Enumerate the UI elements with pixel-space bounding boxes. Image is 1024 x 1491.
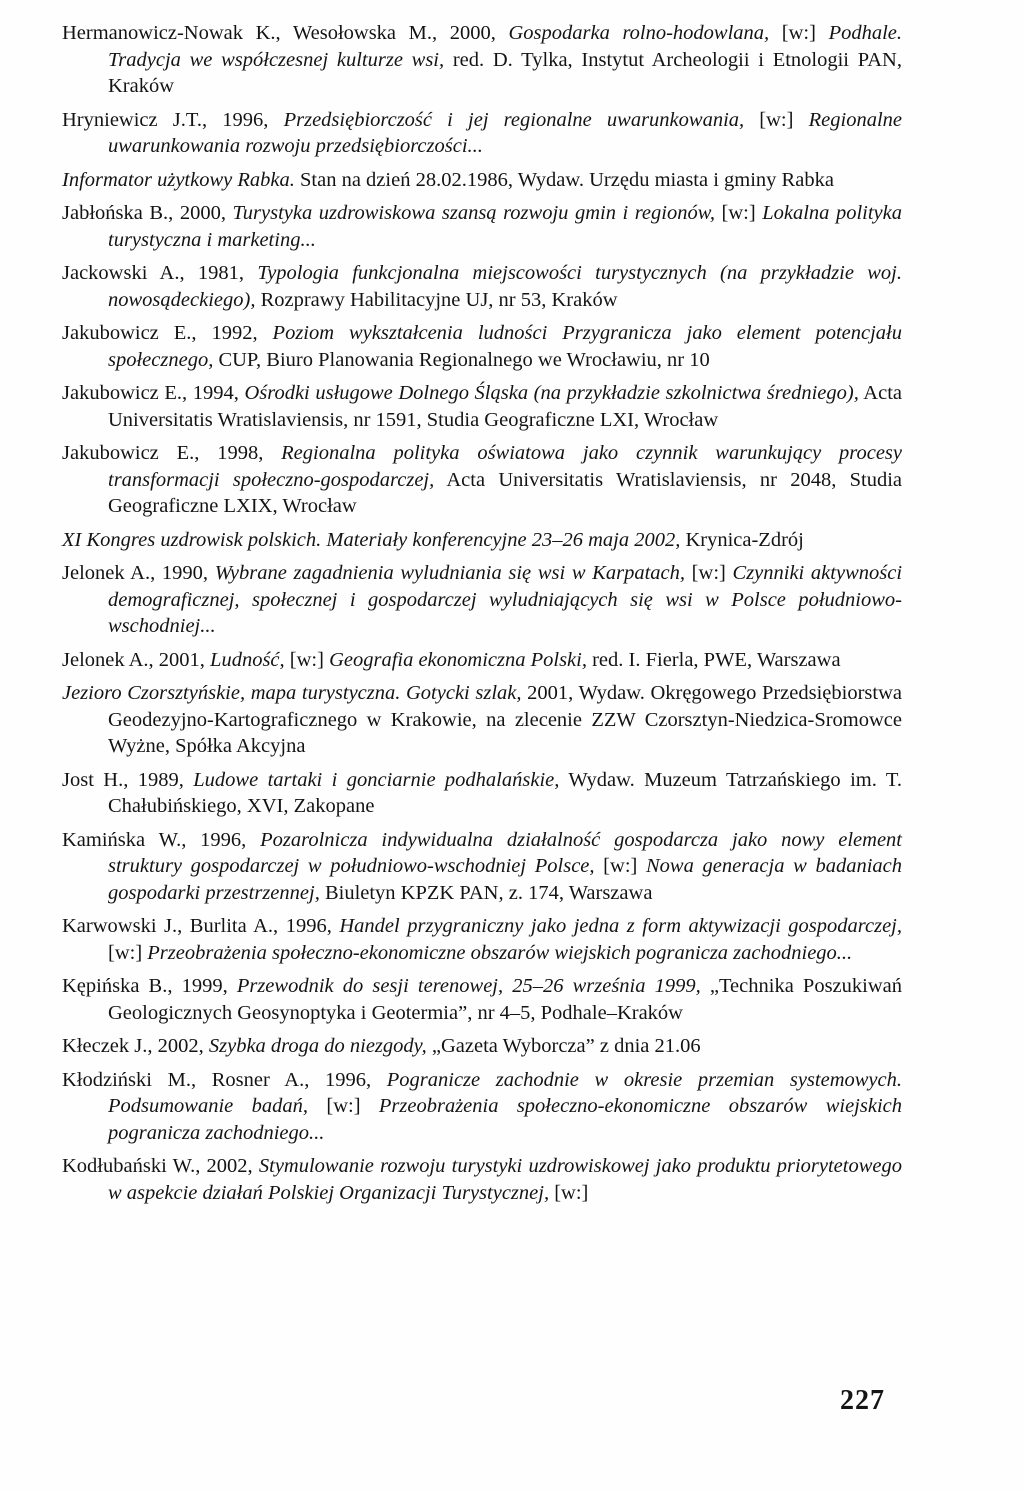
entry-text: Karwowski J., Burlita A., 1996, xyxy=(62,915,340,937)
bibliography-entry xyxy=(62,913,902,966)
entry-text: Kłeczek J., 2002, xyxy=(62,1035,209,1057)
entry-text: Rozprawy Habilitacyjne UJ, nr 53, Kraków xyxy=(255,288,618,311)
entry-title-italic: Gospodarka rolno-hodowlana, xyxy=(508,22,770,44)
entry-text: Kodłubański W., 2002, xyxy=(62,1155,259,1177)
entry-text: [w:] xyxy=(744,108,809,131)
bibliography-list xyxy=(62,20,902,1213)
entry-title-italic: Ludowe tartaki i gonciarnie podhalańskie, xyxy=(193,768,560,791)
entry-title-italic: Przeobrażenia społeczno-ekonomiczne obszarów wiejskich pogranicza zachodniego... xyxy=(108,1095,902,1144)
page-number: 227 xyxy=(840,1385,885,1416)
entry-text: Jabłońska B., 2000, xyxy=(62,202,233,224)
entry-text: [w:] xyxy=(308,1095,379,1117)
entry-text: [w:] xyxy=(769,22,829,44)
bibliography-entry xyxy=(62,260,902,313)
bibliography-entry xyxy=(62,973,902,1026)
entry-text: [w:] xyxy=(685,562,733,584)
entry-text: [w:] xyxy=(594,855,646,877)
entry-text: Stan na dzień 28.02.1986, Wydaw. Urzędu miasta i gminy Rabka xyxy=(294,168,834,191)
bibliography-entry xyxy=(62,560,902,640)
bibliography-entry xyxy=(62,440,902,520)
bibliography-entry xyxy=(62,380,902,433)
entry-text: Acta Universitatis Wratislaviensis, nr 1591, Studia Geograficzne LXI, Wrocław xyxy=(108,382,902,431)
entry-text: [w:] xyxy=(108,941,148,964)
entry-text: Kępińska B., 1999, xyxy=(62,975,237,997)
bibliography-entry xyxy=(62,527,902,554)
bibliography-entry xyxy=(62,647,902,674)
entry-text: Jakubowicz E., 1998, xyxy=(62,442,282,464)
entry-text: „Technika Poszukiwań Geologicznych Geosynoptyka i Geotermia”, nr 4–5, Podhale–Kraków xyxy=(108,975,902,1024)
entry-text: Jelonek A., 2001, xyxy=(62,648,211,671)
entry-text: Biuletyn KPZK PAN, z. 174, Warszawa xyxy=(319,881,653,904)
bibliography-entry xyxy=(62,167,902,194)
entry-text: CUP, Biuro Planowania Regionalnego we Wrocławiu, nr 10 xyxy=(213,348,710,371)
entry-text: Jackowski A., 1981, xyxy=(62,262,258,284)
bibliography-entry xyxy=(62,320,902,373)
bibliography-entry xyxy=(62,1067,902,1147)
entry-title-italic: Regionalne uwarunkowania rozwoju przedsiębiorczości... xyxy=(108,108,902,157)
entry-text: Jost H., 1989, xyxy=(62,768,194,791)
entry-title-italic: Lokalna polityka turystyczna i marketing... xyxy=(108,202,903,251)
entry-text: Jelonek A., 1990, xyxy=(62,562,215,584)
entry-text: Kamińska W., 1996, xyxy=(62,828,261,851)
entry-title-italic: Jezioro Czorsztyńskie, mapa turystyczna. Gotycki szlak, xyxy=(62,682,522,704)
entry-text: Hryniewicz J.T., 1996, xyxy=(62,108,284,131)
entry-title-italic: Przedsiębiorczość i jej regionalne uwarunkowania, xyxy=(283,108,745,131)
bibliography-entry xyxy=(62,1153,902,1206)
entry-title-italic: Nowa generacja w badaniach gospodarki przestrzennej, xyxy=(108,855,902,904)
entry-text: [w:] xyxy=(284,648,330,671)
entry-text: [w:] xyxy=(715,202,763,224)
entry-title-italic: Geografia ekonomiczna Polski, xyxy=(329,648,587,671)
entry-title-italic: Przeobrażenia społeczno-ekonomiczne obszarów wiejskich pogranicza zachodniego... xyxy=(147,941,853,964)
entry-title-italic: Czynniki aktywności demograficznej, społecznej i gospodarczej wyludniających się wsi w Polsce południowo-wschodniej... xyxy=(108,562,903,637)
entry-text: red. I. Fierla, PWE, Warszawa xyxy=(586,648,841,671)
entry-title-italic: Przewodnik do sesji terenowej, 25–26 września 1999, xyxy=(236,975,701,997)
entry-title-italic: Poziom wykształcenia ludności Przygranicza jako element potencjału społecznego, xyxy=(108,322,903,371)
entry-title-italic: Regionalna polityka oświatowa jako czynnik warunkujący procesy transformacji społeczno-gospodarczej, xyxy=(108,442,902,491)
entry-text: Krynica-Zdrój xyxy=(680,528,804,551)
entry-title-italic: Typologia funkcjonalna miejscowości turystycznych (na przykładzie woj. nowosądeckiego), xyxy=(108,262,903,311)
entry-title-italic: Ośrodki usługowe Dolnego Śląska (na przykładzie szkolnictwa średniego), xyxy=(244,382,859,404)
entry-title-italic: Turystyka uzdrowiskowa szansą rozwoju gmin i regionów, xyxy=(232,202,715,224)
bibliography-entry xyxy=(62,680,902,760)
entry-title-italic: Pogranicze zachodnie w okresie przemian systemowych. Podsumowanie badań, xyxy=(108,1068,903,1117)
entry-text: Hermanowicz-Nowak K., Wesołowska M., 2000, xyxy=(62,22,509,44)
entry-title-italic: XI Kongres uzdrowisk polskich. Materiały konferencyjne 23–26 maja 2002, xyxy=(62,528,681,551)
entry-title-italic: Podhale. Tradycja we współczesnej kulturze wsi, xyxy=(108,22,903,71)
entry-text: Kłodziński M., Rosner A., 1996, xyxy=(62,1068,387,1091)
entry-text: [w:] xyxy=(549,1181,589,1204)
entry-text: red. D. Tylka, Instytut Archeologii i Etnologii PAN, Kraków xyxy=(108,48,902,97)
bibliography-entry xyxy=(62,20,902,100)
bibliography-entry xyxy=(62,200,902,253)
bibliography-entry xyxy=(62,107,902,160)
entry-text: Jakubowicz E., 1992, xyxy=(62,322,273,344)
entry-text: Wydaw. Muzeum Tatrzańskiego im. T. Chałubińskiego, XVI, Zakopane xyxy=(108,768,902,817)
entry-title-italic: Szybka droga do niezgody, xyxy=(208,1035,427,1057)
entry-title-italic: Stymulowanie rozwoju turystyki uzdrowiskowej jako produktu priorytetowego w aspekcie działań Polskiej Organizacji Turystycznej, xyxy=(108,1155,903,1204)
bibliography-entry xyxy=(62,767,902,820)
entry-text: 2001, Wydaw. Okręgowego Przedsiębiorstwa Geodezyjno-Kartograficznego w Krakowie, na zlecenie ZZW Czorsztyn-Niedzica-Sromowce Wyżne, Spółka Akcyjna xyxy=(108,682,902,757)
entry-title-italic: Informator użytkowy Rabka. xyxy=(62,168,295,191)
bibliography-entry xyxy=(62,827,902,907)
entry-text: Jakubowicz E., 1994, xyxy=(62,382,245,404)
entry-title-italic: Handel przygraniczny jako jedna z form aktywizacji gospodarczej, xyxy=(339,915,903,937)
entry-text: „Gazeta Wyborcza” z dnia 21.06 xyxy=(426,1035,701,1057)
entry-title-italic: Pozarolnicza indywidualna działalność gospodarcza jako nowy element struktury gospodarczej w południowo-wschodniej Polsce, xyxy=(108,828,902,877)
entry-text: Acta Universitatis Wratislaviensis, nr 2048, Studia Geograficzne LXIX, Wrocław xyxy=(108,468,902,517)
bibliography-entry xyxy=(62,1033,902,1060)
entry-title-italic: Ludność, xyxy=(210,648,285,671)
entry-title-italic: Wybrane zagadnienia wyludniania się wsi w Karpatach, xyxy=(214,562,686,584)
